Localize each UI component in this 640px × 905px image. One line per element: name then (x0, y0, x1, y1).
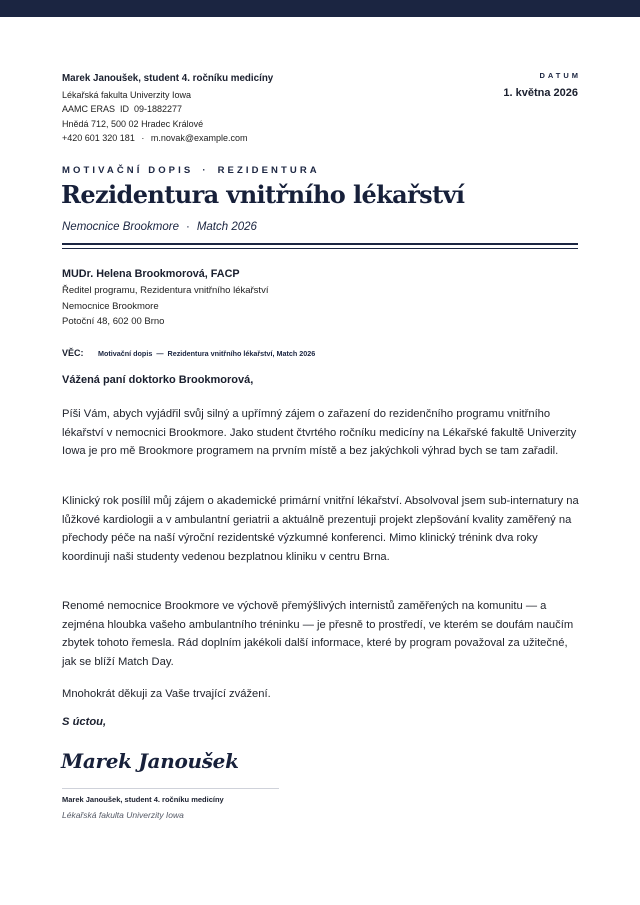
date-label: DATUM (539, 71, 581, 80)
subtitle-match: Match 2026 (196, 221, 257, 233)
subtitle-separator: · (185, 221, 190, 233)
body-paragraph-4: Mnohokrát děkuji za Vaše trvající zvážení. (62, 688, 271, 700)
recipient-org: Nemocnice Brookmore (62, 300, 159, 312)
recipient-role: Ředitel programu, Rezidentura vnitřního lékařství (62, 284, 269, 296)
signature-divider (62, 788, 279, 789)
kicker-right: REZIDENTURA (217, 165, 320, 176)
signature-school: Lékařská fakulta Univerzity Iowa (62, 810, 184, 820)
page-title: Rezidentura vnitřního lékařství (61, 180, 465, 209)
subject-part1: Motivační dopis (98, 349, 153, 358)
document-kicker (62, 165, 320, 176)
sender-email: m.novak@example.com (150, 133, 248, 143)
sender-contact (62, 131, 273, 146)
signature-name: Marek Janoušek, student 4. ročníku medicíny (62, 795, 224, 804)
contact-separator: · (141, 133, 145, 143)
subject-dash: — (156, 349, 164, 358)
header-divider (62, 243, 578, 245)
sender-school: Lékařská fakulta Univerzity Iowa (62, 89, 192, 100)
kicker-dot: · (202, 165, 209, 176)
recipient-address: Potoční 48, 602 00 Brno (62, 316, 165, 328)
kicker-left: MOTIVAČNÍ DOPIS (62, 165, 194, 176)
signature: Marek Janoušek (61, 749, 239, 773)
sender-address: Hnědá 712, 500 02 Hradec Králové (62, 118, 204, 129)
date-value: 1. května 2026 (503, 87, 578, 99)
sender-eras-id: AAMC ERAS ID 09-1882277 (62, 104, 183, 114)
body-paragraph-3: Renomé nemocnice Brookmore ve výchově přemýšlivých internistů zaměřených na komunitu — a zejména hloubka vašeho ambulantního tréninku — je přesně to prostředí, ve kterém se doufám naučím zbytek tohoto řemesla. Rád doplním jakékoli další informace, které by program považoval za užitečné, jak se blíží Match Day. (62, 600, 574, 668)
page-subtitle (62, 221, 257, 233)
subject-part2: Rezidentura vnitřního lékařství, Match 2026 (167, 349, 316, 358)
sender-block (62, 72, 273, 146)
top-accent-bar (0, 0, 640, 17)
subtitle-hospital: Nemocnice Brookmore (62, 221, 179, 233)
subject-line (62, 343, 315, 361)
sender-name: Marek Janoušek, student 4. ročníku medicíny (62, 73, 274, 84)
recipient-name: MUDr. Helena Brookmorová, FACP (62, 268, 240, 280)
sender-phone: +420 601 320 181 (62, 133, 135, 143)
header-divider-thin (62, 248, 578, 249)
recipient-block (62, 267, 268, 330)
date-block (503, 71, 581, 99)
body-paragraph-1: Píši Vám, abych vyjádřil svůj silný a upřímný zájem o zařazení do rezidenčního programu vnitřního lékařství v nemocnici Brookmore. Jako student čtvrtého ročníku medicíny na Lékařské fakultě Univerzity Iowa je pro mě Brookmore programem na prvním místě a bez jakýchkoli výhrad bych se tam zařadil. (62, 408, 577, 458)
salutation: Vážená paní doktorko Brookmorová, (62, 374, 254, 386)
subject-label: VĚC: (62, 348, 84, 358)
body-paragraph-2: Klinický rok posílil můj zájem o akademické primární vnitřní lékařství. Absolvoval jsem sub-internatury na lůžkové kardiologii a v ambulantní geriatrii a aktuálně prezentuji projekt zlepšování kvality zaměřený na přechody péče na naší výroční rezidentské výzkumné konferenci. Mimo klinický trénink dva roky koordinuji naši studenty vedenou bezplatnou kliniku v centru Brna. (62, 495, 579, 563)
closing: S úctou, (62, 716, 107, 728)
